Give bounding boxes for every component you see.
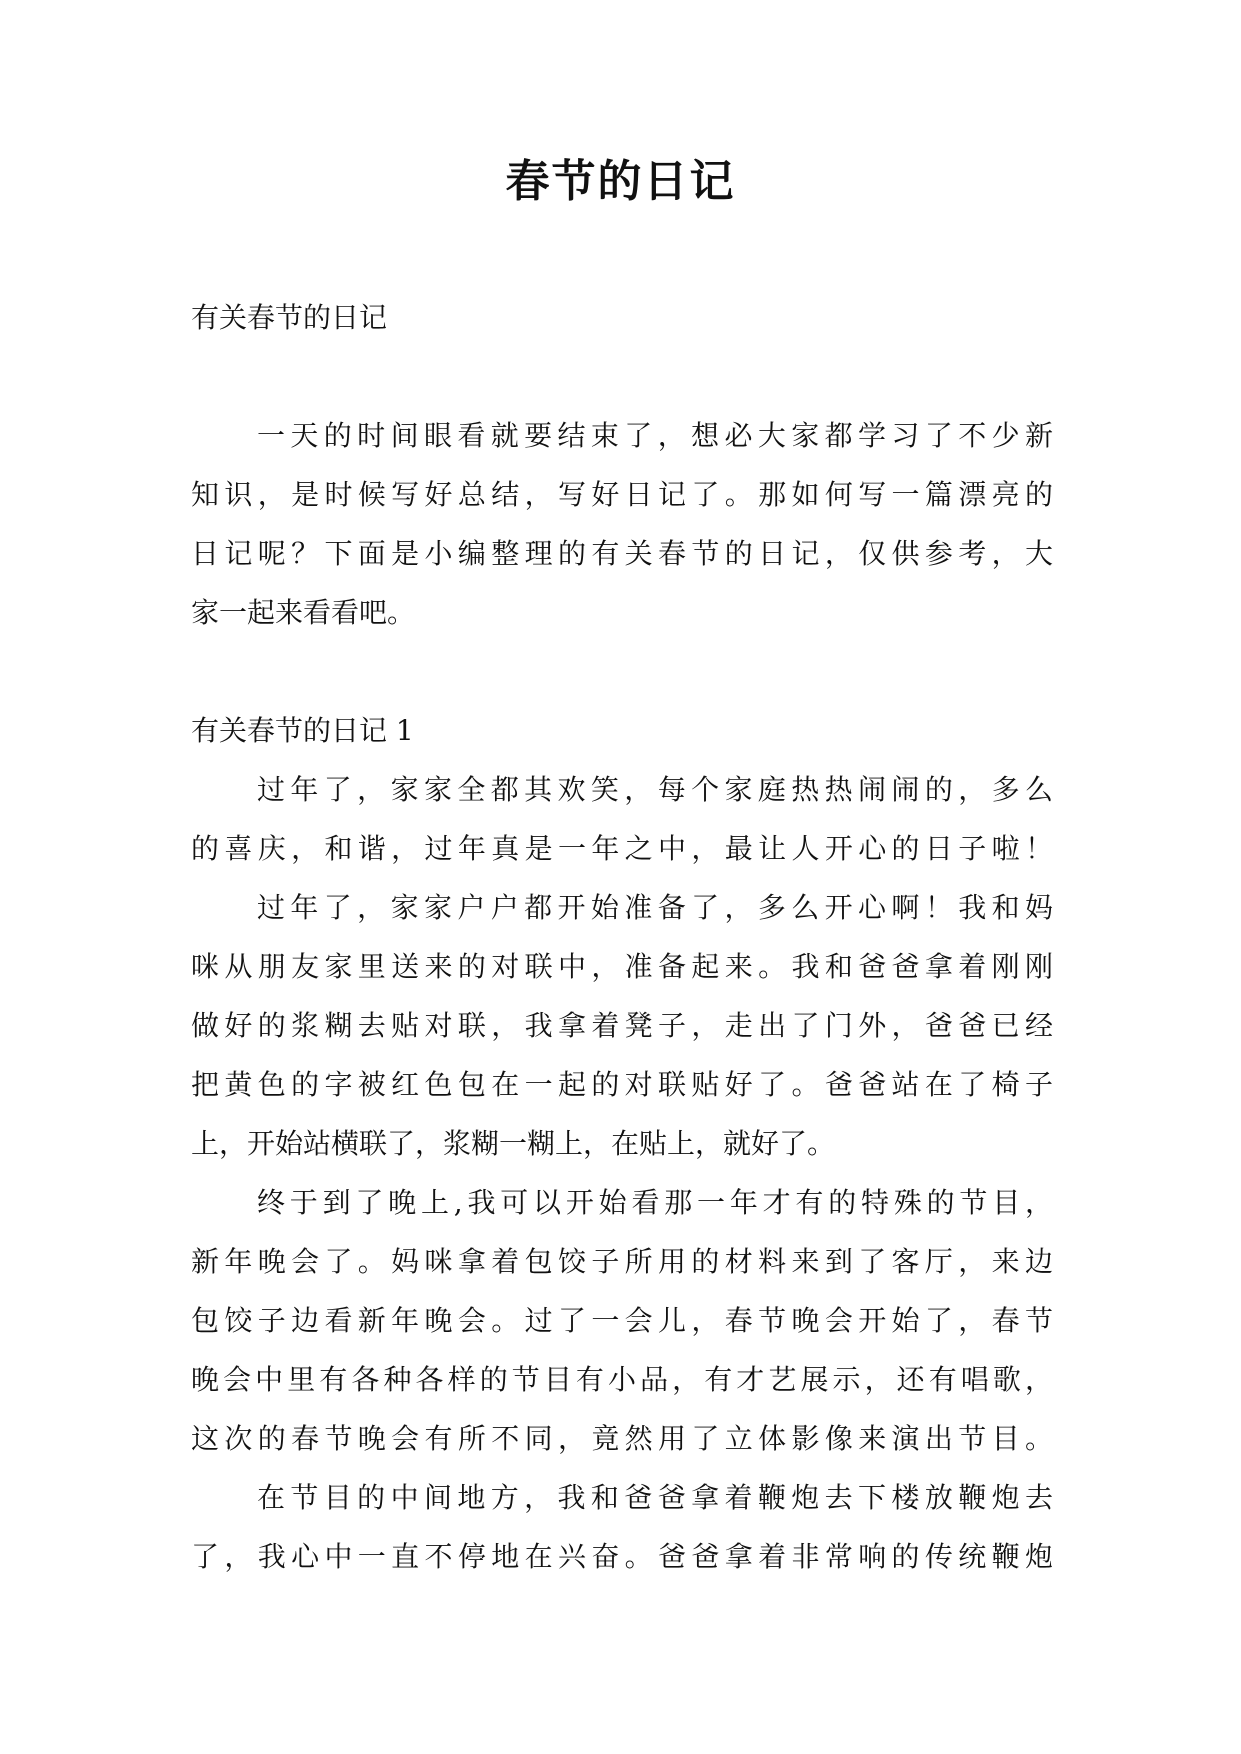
document-body: [191, 288, 1053, 1586]
paragraph-line: 过年了，家家户户都开始准备了，多么开心啊！我和妈: [257, 891, 1053, 924]
paragraph-line: 这次的春节晚会有所不同，竟然用了立体影像来演出节目。: [191, 1422, 1053, 1455]
intro-line: 家一起来看看吧。: [191, 596, 416, 629]
paragraph-line: 新年晚会了。妈咪拿着包饺子所用的材料来到了客厅，来边: [191, 1245, 1053, 1278]
subtitle: 有关春节的日记: [191, 301, 388, 334]
paragraph-line: 了，我心中一直不停地在兴奋。爸爸拿着非常响的传统鞭炮: [191, 1540, 1053, 1573]
paragraph-line: 包饺子边看新年晚会。过了一会儿，春节晚会开始了，春节: [191, 1304, 1053, 1337]
intro-line: 一天的时间眼看就要结束了，想必大家都学习了不少新: [257, 419, 1053, 452]
paragraph-line: 晚会中里有各种各样的节目有小品，有才艺展示，还有唱歌，: [191, 1363, 1053, 1396]
paragraph: [191, 1173, 1053, 1468]
paragraph-line: 咪从朋友家里送来的对联中，准备起来。我和爸爸拿着刚刚: [191, 950, 1053, 983]
paragraph: [191, 878, 1053, 1173]
paragraph-line: 终于到了晚上,我可以开始看那一年才有的特殊的节目，: [257, 1186, 1053, 1219]
intro-line: 日记呢？下面是小编整理的有关春节的日记，仅供参考，大: [191, 537, 1053, 570]
paragraph-line: 在节目的中间地方，我和爸爸拿着鞭炮去下楼放鞭炮去: [257, 1481, 1053, 1514]
paragraph-line: 过年了，家家全都其欢笑，每个家庭热热闹闹的，多么: [257, 773, 1053, 806]
spacer: [191, 642, 1053, 701]
paragraph-line: 上，开始站横联了，浆糊一糊上，在贴上，就好了。: [191, 1127, 836, 1160]
paragraph: [191, 1468, 1053, 1586]
intro-line: 知识，是时候写好总结，写好日记了。那如何写一篇漂亮的: [191, 478, 1053, 511]
paragraph-line: 做好的浆糊去贴对联，我拿着凳子，走出了门外，爸爸已经: [191, 1009, 1053, 1042]
paragraph-line: 把黄色的字被红色包在一起的对联贴好了。爸爸站在了椅子: [191, 1068, 1053, 1101]
spacer: [191, 347, 1053, 406]
paragraph: [191, 760, 1053, 878]
section-heading: 有关春节的日记 1: [191, 714, 414, 747]
document-title: 春节的日记: [505, 156, 736, 207]
intro-paragraph: [191, 406, 1053, 642]
paragraph-line: 的喜庆，和谐，过年真是一年之中，最让人开心的日子啦！: [191, 832, 1053, 865]
